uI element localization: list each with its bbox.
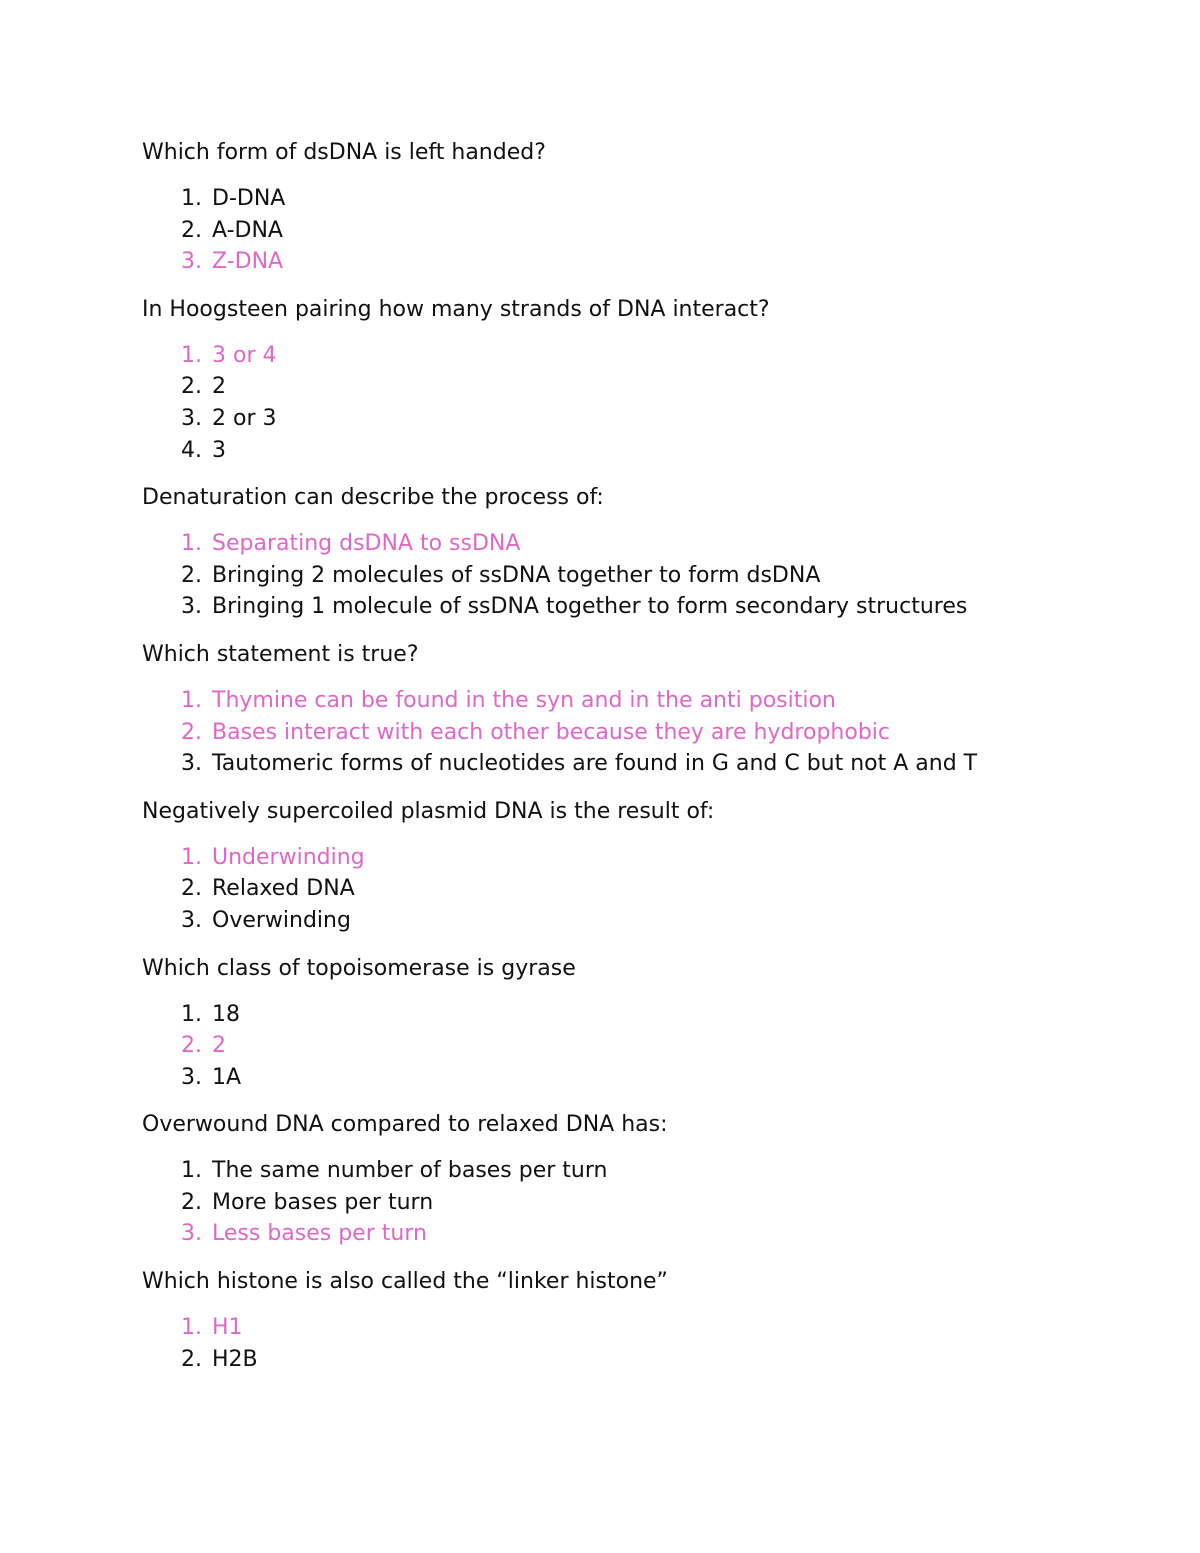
answer-list xyxy=(142,340,1200,466)
option-number: 1. xyxy=(181,342,202,368)
answer-option-correct xyxy=(142,717,1200,749)
answer-option xyxy=(142,1155,1200,1187)
option-number: 2. xyxy=(181,876,202,902)
option-number: 3. xyxy=(181,907,202,933)
answer-option-correct xyxy=(142,1030,1200,1062)
option-number: 3. xyxy=(181,1064,202,1090)
option-text: Underwinding xyxy=(212,844,365,870)
option-number: 3. xyxy=(181,1221,202,1247)
option-number: 2. xyxy=(181,1033,202,1059)
answer-option xyxy=(142,1187,1200,1219)
option-number: 2. xyxy=(181,719,202,745)
answer-option-correct xyxy=(142,528,1200,560)
option-text: H1 xyxy=(212,1315,243,1341)
question-text: Negatively supercoiled plasmid DNA is the result of: xyxy=(142,798,715,824)
answer-option xyxy=(142,873,1200,905)
option-number: 3. xyxy=(181,594,202,620)
option-number: 1. xyxy=(181,531,202,557)
option-text: A-DNA xyxy=(212,217,283,243)
question-text: Denaturation can describe the process of: xyxy=(142,485,604,511)
question-text: Which class of topoisomerase is gyrase xyxy=(142,955,576,981)
answer-option-correct xyxy=(142,842,1200,874)
option-number: 1. xyxy=(181,186,202,211)
option-text: Relaxed DNA xyxy=(212,876,355,902)
answer-option xyxy=(142,1062,1200,1094)
option-text: 1A xyxy=(212,1064,242,1090)
option-text: Z-DNA xyxy=(212,249,284,275)
question-text: Which histone is also called the “linker histone” xyxy=(142,1269,668,1295)
answer-option xyxy=(142,999,1200,1031)
answer-option xyxy=(142,371,1200,403)
answer-option xyxy=(142,905,1200,937)
option-text: D-DNA xyxy=(212,186,286,211)
option-text: 2 or 3 xyxy=(212,405,277,431)
option-text: Thymine can be found in the syn and in the anti position xyxy=(212,687,836,713)
answer-option-correct xyxy=(142,340,1200,372)
option-text: 2 xyxy=(212,374,226,400)
option-number: 1. xyxy=(181,844,202,870)
option-number: 1. xyxy=(181,1001,202,1027)
option-number: 2. xyxy=(181,562,202,588)
option-number: 2. xyxy=(181,217,202,243)
option-text: 3 or 4 xyxy=(212,342,277,368)
answer-option-correct xyxy=(142,246,1200,278)
question-text: Which form of dsDNA is left handed? xyxy=(142,140,546,165)
option-text: 18 xyxy=(212,1001,240,1027)
answer-option xyxy=(142,183,1200,215)
option-number: 2. xyxy=(181,374,202,400)
option-number: 1. xyxy=(181,1158,202,1184)
option-text: 2 xyxy=(212,1033,226,1059)
option-text: 3 xyxy=(212,437,226,463)
answer-list xyxy=(142,1312,1200,1375)
question-text: Overwound DNA compared to relaxed DNA has: xyxy=(142,1112,668,1138)
answer-list xyxy=(142,999,1200,1094)
option-text: Separating dsDNA to ssDNA xyxy=(212,531,521,557)
answer-option xyxy=(142,403,1200,435)
answer-option xyxy=(142,560,1200,592)
option-number: 3. xyxy=(181,249,202,275)
answer-option xyxy=(142,215,1200,247)
option-text: Bringing 2 molecules of ssDNA together to form dsDNA xyxy=(212,562,821,588)
answer-list xyxy=(142,685,1200,780)
answer-option xyxy=(142,748,1200,780)
answer-option-correct xyxy=(142,1312,1200,1344)
question-text: In Hoogsteen pairing how many strands of DNA interact? xyxy=(142,296,770,322)
answer-list xyxy=(142,842,1200,937)
answer-list xyxy=(142,183,1200,278)
option-number: 3. xyxy=(181,405,202,431)
option-text: Overwinding xyxy=(212,907,351,933)
option-number: 1. xyxy=(181,687,202,713)
option-text: The same number of bases per turn xyxy=(212,1158,608,1184)
option-number: 3. xyxy=(181,751,202,777)
question-text: Which statement is true? xyxy=(142,641,419,667)
answer-option xyxy=(142,1344,1200,1376)
option-text: More bases per turn xyxy=(212,1189,434,1215)
answer-option xyxy=(142,591,1200,623)
answer-option-correct xyxy=(142,1218,1200,1250)
answer-option xyxy=(142,435,1200,467)
answer-list xyxy=(142,1155,1200,1250)
answer-list xyxy=(142,528,1200,623)
option-number: 1. xyxy=(181,1315,202,1341)
option-number: 2. xyxy=(181,1346,202,1372)
option-text: Less bases per turn xyxy=(212,1221,427,1247)
option-text: Tautomeric forms of nucleotides are found in G and C but not A and T xyxy=(212,751,978,777)
option-number: 2. xyxy=(181,1189,202,1215)
option-number: 4. xyxy=(181,437,202,463)
answer-option-correct xyxy=(142,685,1200,717)
option-text: Bringing 1 molecule of ssDNA together to form secondary structures xyxy=(212,594,968,620)
option-text: H2B xyxy=(212,1346,258,1372)
option-text: Bases interact with each other because they are hydrophobic xyxy=(212,719,890,745)
